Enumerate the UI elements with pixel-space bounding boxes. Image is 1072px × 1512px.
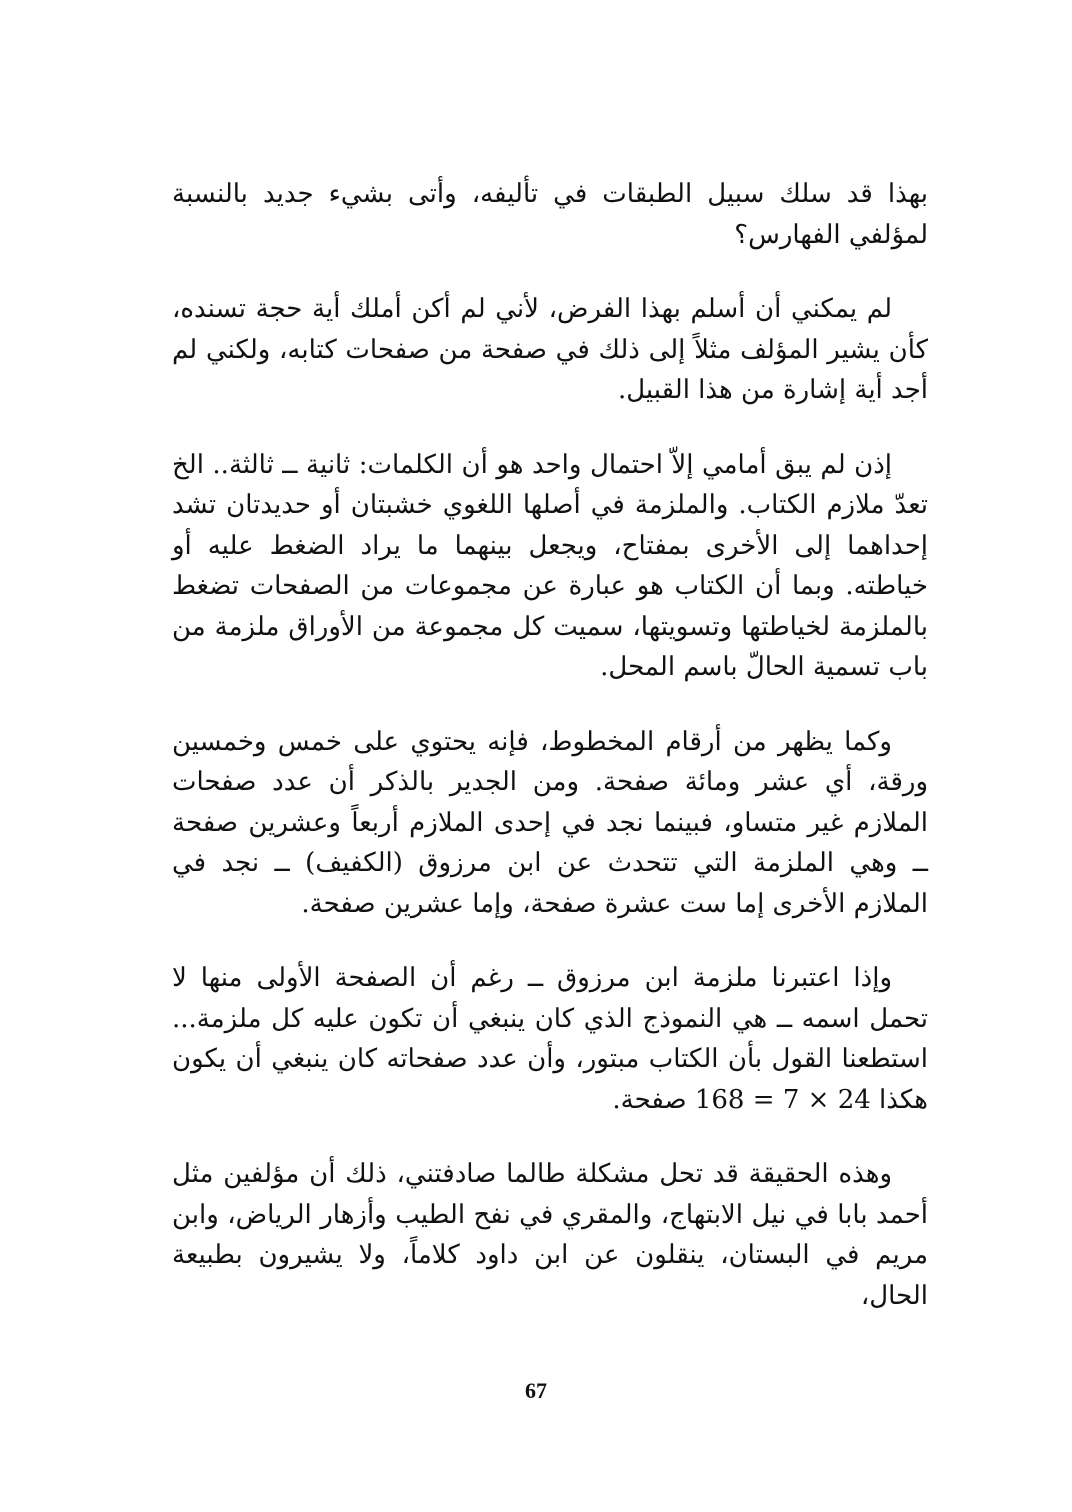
- paragraph-6: وهذه الحقيقة قد تحل مشكلة طالما صادفتني، ذلك أن مؤلفين مثل أحمد بابا في نيل الابتهاج، والمقري في نفح الطيب وأزهار الرياض، وابن مريم في البستان، ينقلون عن ابن داود كلاماً، ولا يشيرون بطبيعة الحال،: [172, 1159, 928, 1311]
- body-text: [172, 174, 928, 1350]
- paragraph-5: وإذا اعتبرنا ملزمة ابن مرزوق ــ رغم أن الصفحة الأولى منها لا تحمل اسمه ــ هي النموذج الذي كان ينبغي أن تكون عليه كل ملزمة... استطعنا القول بأن الكتاب مبتور، وأن عدد صفحاته كان ينبغي أن يكون هكذا 24 × 7 = 168 صفحة.: [172, 963, 928, 1115]
- paragraph-4: وكما يظهر من أرقام المخطوط، فإنه يحتوي على خمس وخمسين ورقة، أي عشر ومائة صفحة. ومن الجدير بالذكر أن عدد صفحات الملازم غير متساو، فبينما نجد في إحدى الملازم أربعاً وعشرين صفحة ــ وهي الملزمة التي تتحدث عن ابن مرزوق (الكفيف) ــ نجد في الملازم الأخرى إما ست عشرة صفحة، وإما عشرين صفحة.: [172, 726, 928, 919]
- paragraph-1: بهذا قد سلك سبيل الطبقات في تأليفه، وأتى بشيء جديد بالنسبة لمؤلفي الفهارس؟: [172, 179, 928, 250]
- paragraph-3: إذن لم يبق أمامي إلاّ احتمال واحد هو أن الكلمات: ثانية ــ ثالثة.. الخ تعدّ ملازم الكتاب. والملزمة في أصلها اللغوي خشبتان أو حديدتان تشد إحداهما إلى الأخرى بمفتاح، ويجعل بينهما ما يراد الضغط عليه أو خياطته. وبما أن الكتاب هو عبارة عن مجموعات من الصفحات تضغط بالملزمة لخياطتها وتسويتها، سميت كل مجموعة من الأوراق ملزمة من باب تسمية الحالّ باسم المحل.: [172, 449, 928, 682]
- page-number: 67: [525, 1378, 547, 1403]
- paragraph-2: لم يمكني أن أسلم بهذا الفرض، لأني لم أكن أملك أية حجة تسنده، كأن يشير المؤلف مثلاً إلى ذلك في صفحة من صفحات كتابه، ولكني لم أجد أية إشارة من هذا القبيل.: [172, 294, 928, 405]
